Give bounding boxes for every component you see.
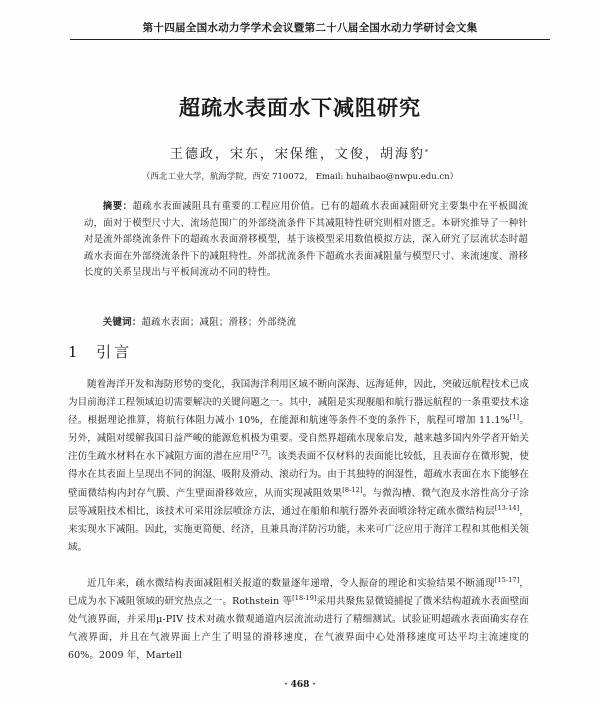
citation: [18-19] xyxy=(292,594,317,603)
affiliation: （西北工业大学，航海学院，西安 710072， Email: huhaibao@nwpu.edu.cn） xyxy=(141,172,459,182)
section-number: 1 xyxy=(68,343,81,361)
paper-title: 超疏水表面水下减阻研究 xyxy=(179,96,421,120)
paragraph-text: 。另外，减阻对缓解我国日益严峻的能源危机极为重要。受自然界超疏水现象启发，越来越多国内外学者开始关注仿生疏水材料在水下减阻方面的潜在应用 xyxy=(68,415,529,463)
keywords-text: 超疏水表面；减阻；滑移；外部绕流 xyxy=(141,317,297,328)
citation: [2-7] xyxy=(251,449,268,458)
abstract xyxy=(84,199,528,282)
corresponding-author-mark: * xyxy=(424,148,431,156)
citation: [15-17] xyxy=(494,576,520,584)
paragraph-text: 近几年来，疏水微结构表面减阻相关报道的数量逐年递增，令人振奋的理论和实验结果不断涌现 xyxy=(87,578,495,589)
paragraph-text: ，来实现水下减阻。因此，实施更简便、经济，且兼具海洋防污功能，未来可广泛应用于海洋工程和其他相关领域。 xyxy=(68,505,529,553)
body-paragraph xyxy=(68,575,529,665)
body-paragraph xyxy=(68,376,529,557)
header-divider xyxy=(70,39,550,40)
paragraph-text: 采用共聚焦显微镜捕捉了微米结构超疏水表面壁面处气液界面，并采用μ-PIV 技术对疏水微观通道内层流流动进行了精细测试。试验证明超疏水表面确实存在气液界面，并且在气液界面上产生了明显的滑移速度，在气液界面中心处滑移速度可达平均主流速度的 60%。2009 年，Martell xyxy=(68,596,529,662)
running-header: 第十四届全国水动力学学术会议暨第二十八届全国水动力学研讨会文集 xyxy=(142,22,478,34)
keywords-label: 关键词： xyxy=(102,317,142,328)
keywords xyxy=(84,315,528,331)
author-list xyxy=(60,143,540,162)
paragraph-text: 。该类表面不仅材料的表面能比较低，且表面存在微形貌，使得水在其表面上呈现出不同的润湿、吸附及滑动、滚动行为。由于其独特的润湿性，超疏水表面在水下能够在壁面微结构内封存气膜、产生壁面滑移效应，从而实现减阻效果 xyxy=(68,451,530,499)
citation: [13-14] xyxy=(494,503,520,512)
author-names: 王德政，宋东，宋保维，文俊，胡海豹 xyxy=(169,147,425,162)
citation: [1] xyxy=(509,413,520,422)
paragraph-text: 随着海洋开发和海防形势的变化，我国海洋利用区域不断向深海、远海延伸，因此，突破远航程技术已成为目前海洋工程领域迫切需要解决的关键问题之一。其中，减阻是实现舰船和航行器远航程的一条重要技术途径。根据理论推算，将航行体阻力减小 10%，在能源和航速等条件不变的条件下，航程可增加 11.1% xyxy=(68,379,529,427)
page-number: · 468 · xyxy=(284,680,316,690)
section-title: 引言 xyxy=(96,343,133,361)
abstract-text: 超疏水表面减阻具有重要的工程应用价值。已有的超疏水表面减阻研究主要集中在平板圆流动，面对于模型尺寸大、流场范围广的外部绕流条件下其减阻特性研究则相对匮乏。本研究推导了一种针对是流外部绕流条件下的超疏水表面滑移模型，基于该模型采用数值模拟方法，深入研究了层流状态时超疏水表面在外部绕流条件下的减阻特性。外部扰流条件下超疏水表面减阻量与模型尺寸、来流速度、滑移长度的关系呈现出与平板间流动不同的特性。 xyxy=(84,201,528,279)
paragraph-text: ，已成为水下减阻领域的研究热点之一。Rothstein 等 xyxy=(68,578,529,608)
abstract-label: 摘要： xyxy=(102,201,133,212)
citation: [8-12] xyxy=(342,485,363,494)
section-heading xyxy=(68,341,132,362)
paragraph-text: 。与微沟槽、微气泡及水溶性高分子涂层等减阻技术相比，该技术可采用涂层喷涂方法，通过在船舶和航行器外表面喷涂特定疏水微结构层 xyxy=(68,487,529,517)
